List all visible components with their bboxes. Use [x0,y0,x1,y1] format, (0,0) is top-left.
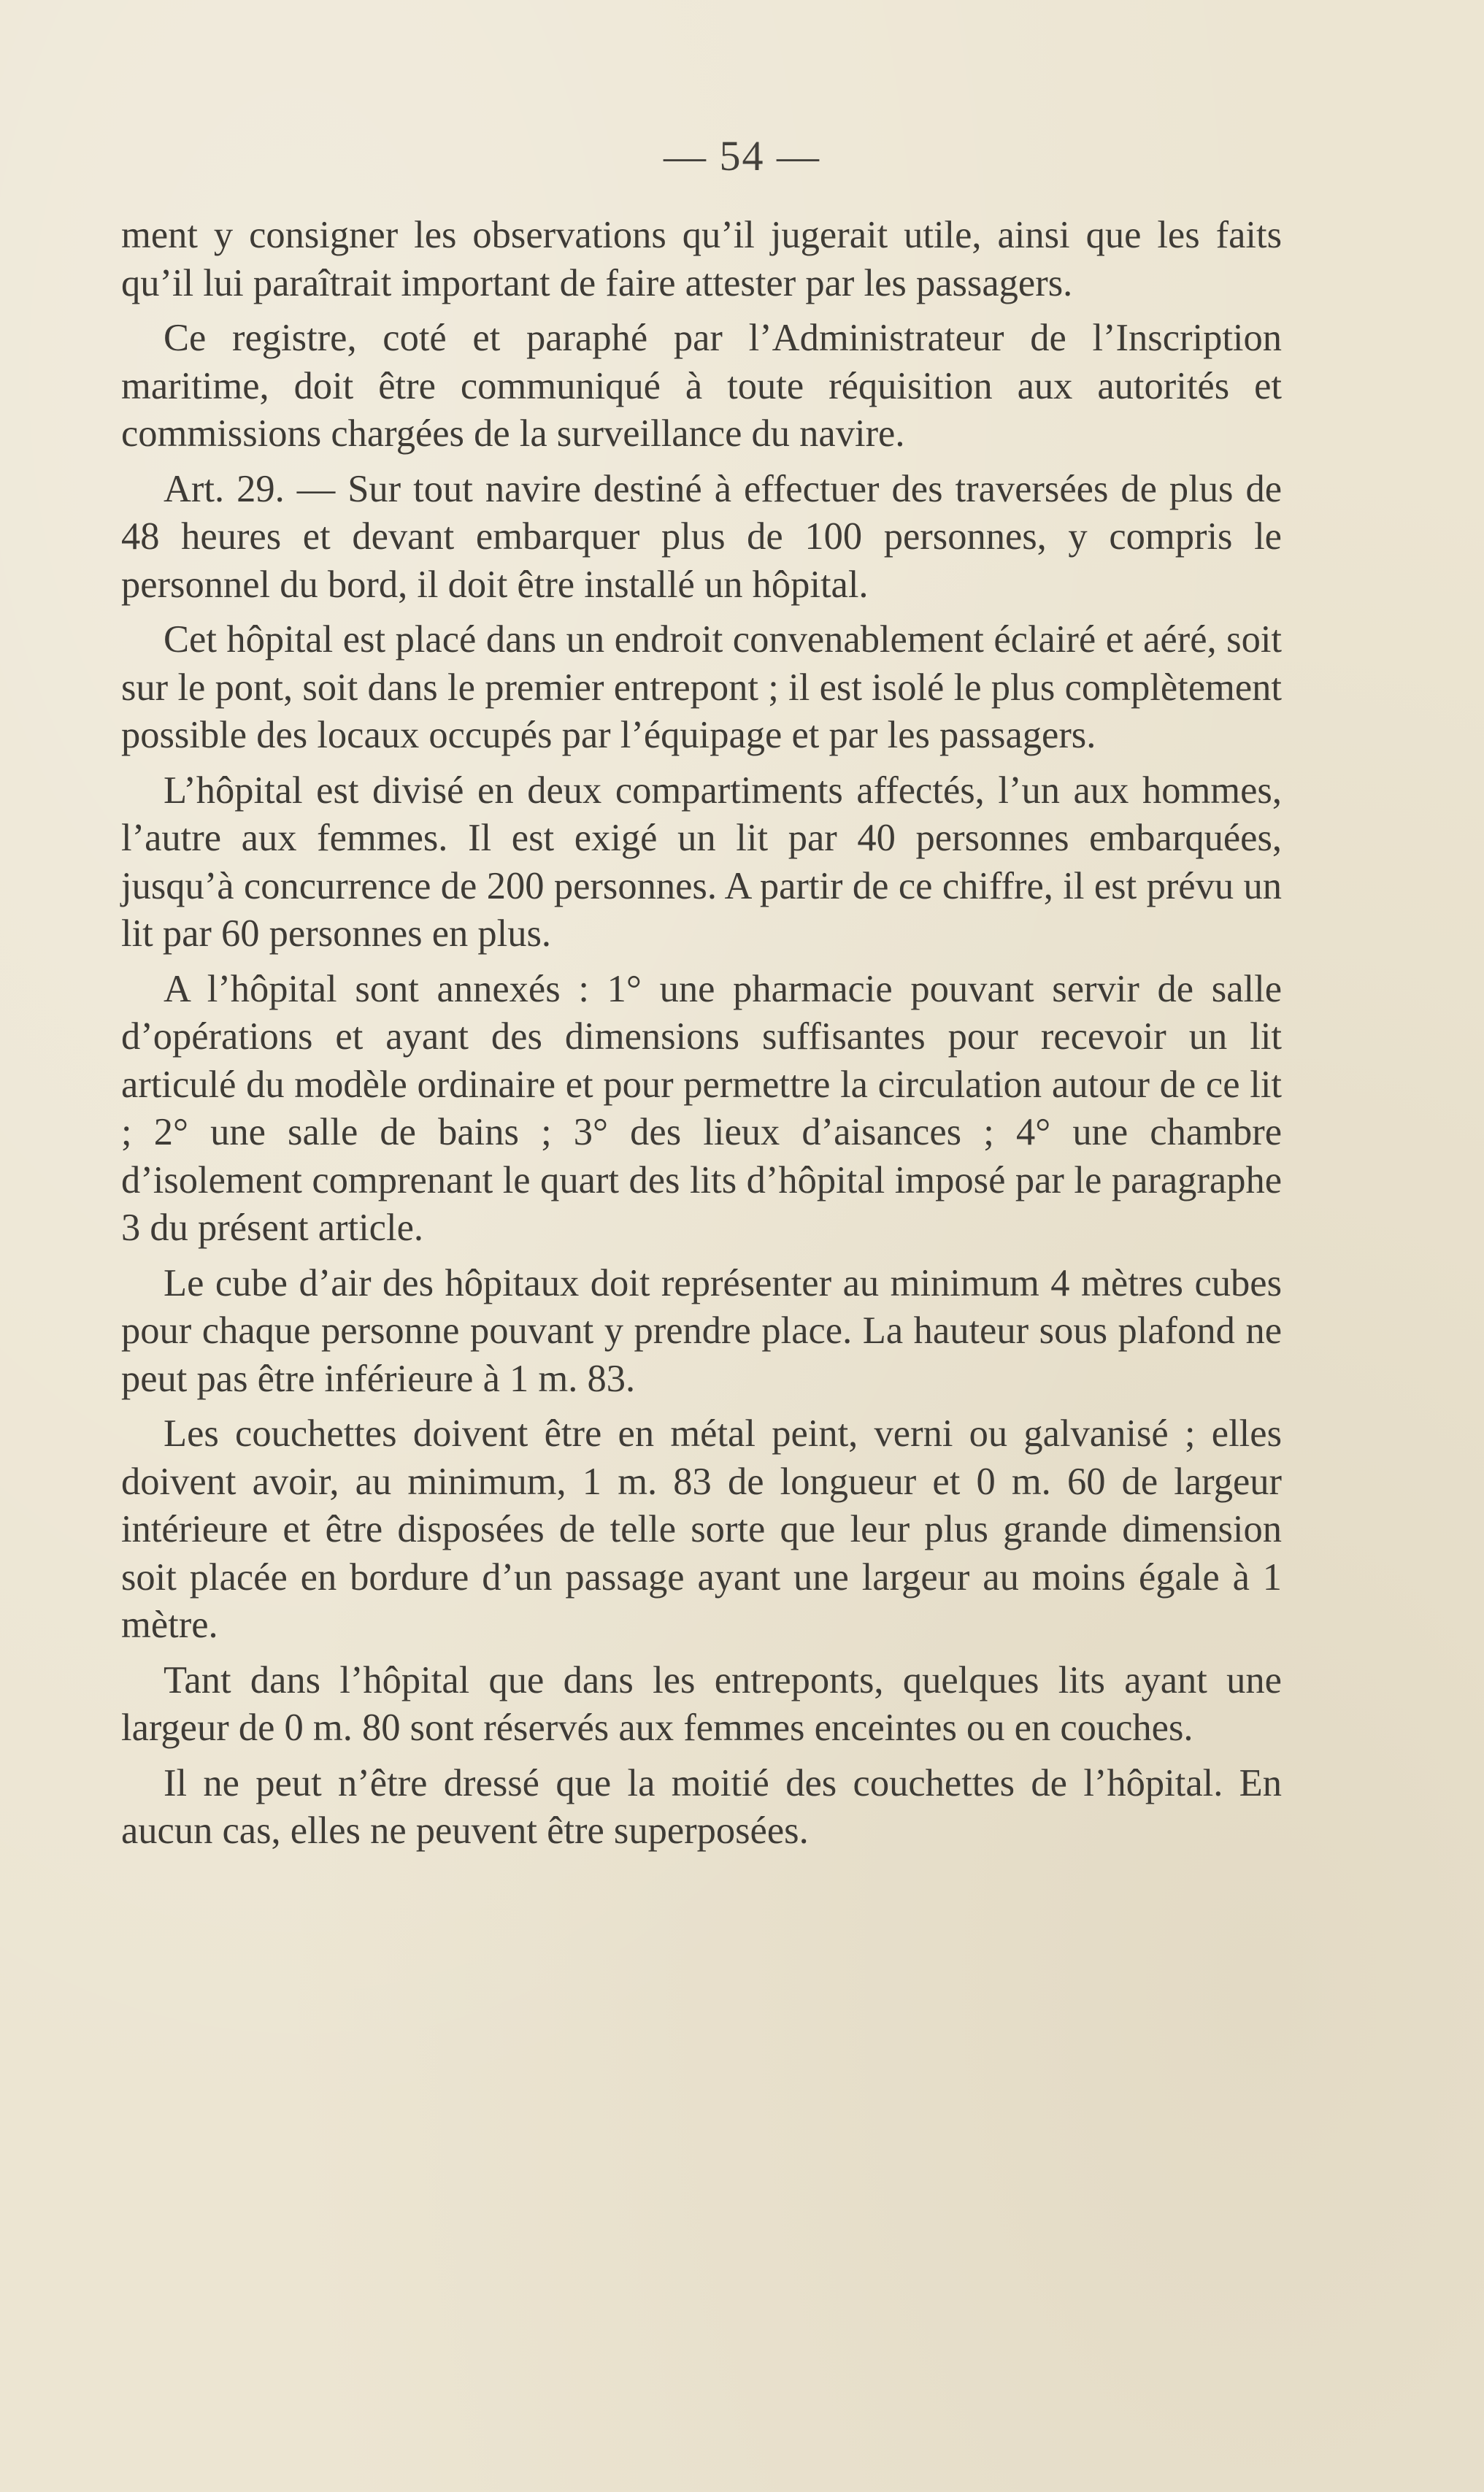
paragraph-hopital-emplacement: Cet hôpital est placé dans un endroit convenablement éclairé et aéré, soit sur le pont, soit dans le premier entrepont ; il est isolé le plus complètement possible des locaux occupés par l’équipage et par les passagers. [121,618,1282,756]
paragraph-continuation: ment y consigner les observations qu’il jugerait utile, ainsi que les faits qu’il lui paraîtrait important de faire attester par les passagers. [121,214,1282,304]
paragraph-hopital-division: L’hôpital est divisé en deux compartiments affectés, l’un aux hommes, l’autre aux femmes. Il est exigé un lit par 40 personnes embarquées, jusqu’à concurrence de 200 personnes. A partir de ce chiffre, il est prévu un lit par 60 personnes en plus. [121,769,1282,955]
paragraph-couchettes: Les couchettes doivent être en métal peint, verni ou galvanisé ; elles doivent avoir, au minimum, 1 m. 83 de longueur et 0 m. 60 de largeur intérieure et être disposées de telle sorte que leur plus grande dimension soit placée en bordure d’un passage ayant une largeur au moins égale à 1 mètre. [121,1412,1282,1646]
page-number: — 54 — [664,132,820,180]
body-text [121,212,1282,1863]
paragraph-lits-femmes: Tant dans l’hôpital que dans les entreponts, quelques lits ayant une largeur de 0 m. 80 sont réservés aux femmes enceintes ou en couches. [121,1658,1282,1749]
paragraph-moitie-couchettes: Il ne peut n’être dressé que la moitié des couchettes de l’hôpital. En aucun cas, elles ne peuvent être superposées. [121,1761,1282,1852]
paragraph-article-29: Art. 29. — Sur tout navire destiné à effectuer des traversées de plus de 48 heures et devant embarquer plus de 100 personnes, y compris le personnel du bord, il doit être installé un hôpital. [121,467,1282,606]
paragraph-annexes: A l’hôpital sont annexés : 1° une pharmacie pouvant servir de salle d’opérations et ayant des dimensions suffisantes pour recevoir un lit articulé du modèle ordinaire et pour permettre la circulation autour de ce lit ; 2° une salle de bains ; 3° des lieux d’aisances ; 4° une chambre d’isolement comprenant le quart des lits d’hôpital imposé par le paragraphe 3 du présent article. [121,967,1282,1249]
paragraph-registre: Ce registre, coté et paraphé par l’Administrateur de l’Inscription maritime, doit être communiqué à toute réquisition aux autorités et commissions chargées de la surveillance du navire. [121,317,1282,455]
paragraph-cube-air: Le cube d’air des hôpitaux doit représenter au minimum 4 mètres cubes pour chaque personne pouvant y prendre place. La hauteur sous plafond ne peut pas être inférieure à 1 m. 83. [121,1261,1282,1400]
